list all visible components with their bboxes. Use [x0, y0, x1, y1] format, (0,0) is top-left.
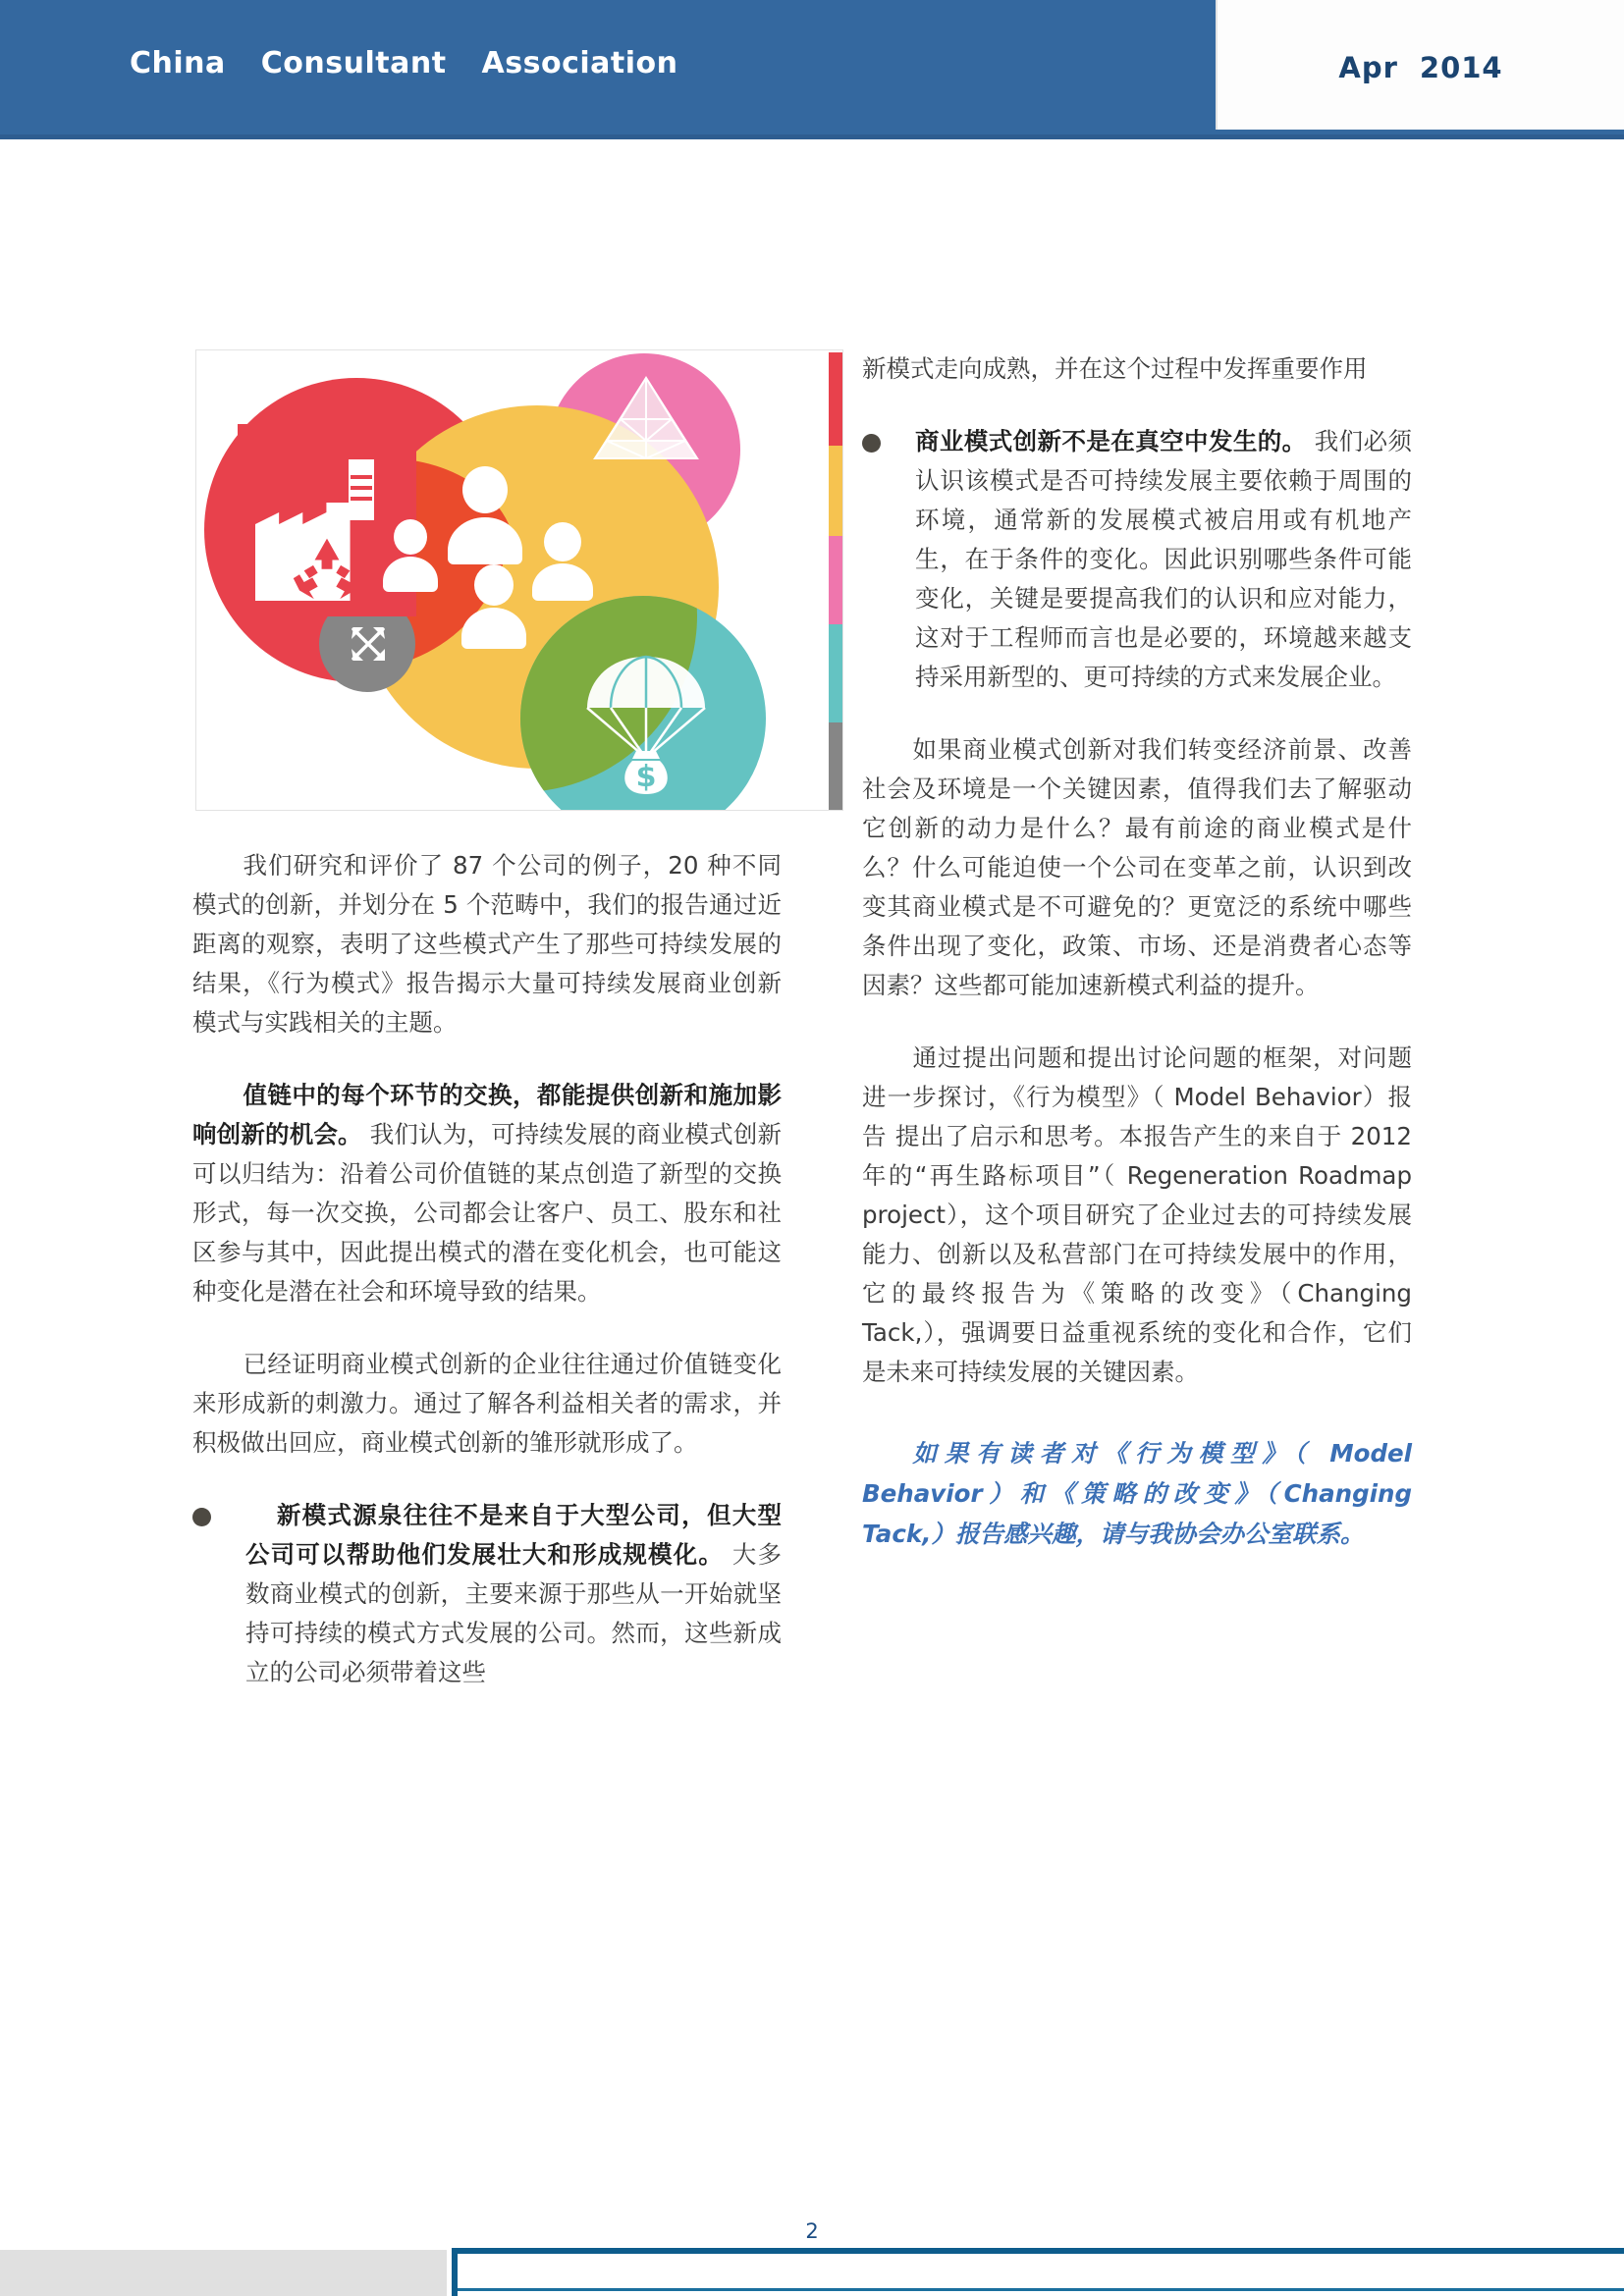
- person-head: [544, 522, 581, 561]
- bullet-dot-icon: [192, 1508, 211, 1526]
- factory-smokestack: [349, 459, 374, 520]
- person-body: [461, 608, 526, 649]
- title-word-consultant: Consultant: [260, 46, 447, 80]
- smokestack-line-2: [351, 486, 372, 490]
- footer-rule-inner: [458, 2288, 1624, 2291]
- left-paragraph-3: 已经证明商业模式创新的企业往往通过价值链变化来形成新的刺激力。通过了解各利益相关者的需求，并积极做出回应，商业模式创新的雏形就形成了。: [192, 1350, 782, 1457]
- right-bullet-1-lead: 商业模式创新不是在真空中发生的。: [915, 427, 1307, 455]
- person-body: [383, 557, 438, 592]
- issue-year: 2014: [1419, 51, 1503, 84]
- color-stripe-bar: [829, 352, 842, 810]
- person-body: [532, 563, 593, 601]
- right-paragraph-continued: 新模式走向成熟，并在这个过程中发挥重要作用: [862, 354, 1368, 383]
- right-bullet-item-1: [862, 422, 1412, 697]
- parachute-money-bag-icon: [581, 645, 711, 802]
- footer-gray-block: [0, 2250, 447, 2296]
- recycle-arrows-icon: [289, 534, 365, 603]
- left-bullet-1-rest: 大多数商业模式的创新，主要来源于那些从一开始就坚持可持续的模式方式发展的公司。然而，这些新成立的公司必须带着这些: [245, 1540, 782, 1686]
- person-body: [448, 517, 522, 564]
- person-head: [462, 466, 508, 513]
- pyramid-chart-icon: [587, 372, 705, 480]
- smokestack-line-1: [351, 475, 372, 479]
- stripe-red: [829, 352, 842, 446]
- stripe-gray: [829, 722, 842, 810]
- stripe-pink: [829, 536, 842, 624]
- bullet-dot-icon: [862, 434, 881, 453]
- footer-rule-horizontal: [452, 2248, 1624, 2254]
- title-word-association: Association: [481, 46, 678, 80]
- right-bullet-1-rest: 我们必须认识该模式是否可持续发展主要依赖于周围的环境，通常新的发展模式被启用或有机地产生，在于条件的变化。因此识别哪些条件可能变化，关键是要提高我们的认识和应对能力，这对于工程师而言也是必要的，环境越来越支持采用新型的、更可持续的方式来发展企业。: [915, 427, 1412, 691]
- illustration-stage: [196, 350, 843, 811]
- person-head: [474, 564, 514, 606]
- left-paragraph-1: 我们研究和评价了 87 个公司的例子，20 种不同模式的创新，并划分在 5 个范畴中，我们的报告通过近距离的观察，表明了这些模式产生了那些可持续发展的结果，《行为模式》报告揭示大量可持续发展商业创新模式与实践相关的主题。: [192, 851, 782, 1037]
- left-paragraph-2-lead: 值链中的每个环节的交换，都能提供创新和施加影响创新的机会。: [192, 1081, 782, 1148]
- smokestack-line-3: [351, 497, 372, 501]
- person-icon-right: [532, 522, 593, 601]
- person-icon-bottom-center: [461, 564, 526, 649]
- person-icon-left-small: [383, 519, 438, 592]
- content-area: [0, 139, 1624, 2152]
- right-paragraph-2: 如果商业模式创新对我们转变经济前景、改善社会及环境是一个关键因素，值得我们去了解驱动它创新的动力是什么？最有前途的商业模式是什么？什么可能迫使一个公司在变革之前，认识到改变其商业模式是不可避免的？更宽泛的系统中哪些条件出现了变化，政策、市场、还是消费者心态等因素？这些都可能加速新模式利益的提升。: [862, 735, 1412, 999]
- left-bullet-1-lead: 新模式源泉往往不是来自于大型公司，但大型公司可以帮助他们发展壮大和形成规模化。: [245, 1501, 782, 1569]
- infographic-illustration: [195, 349, 843, 811]
- left-bullet-item-1: [192, 1496, 782, 1692]
- left-paragraph-2: [192, 1076, 782, 1311]
- issue-month: Apr: [1338, 51, 1398, 84]
- right-bullet-1-text: [915, 422, 1412, 697]
- svg-text:$: $: [635, 760, 657, 794]
- right-paragraph-3: 通过提出问题和提出讨论问题的框架，对问题进一步探讨，《行为模型》（ Model Behavior）报告 提出了启示和思考。本报告产生的来自于 2012 年的“再生路标项目”（ Regeneration Roadmap project），这个项目研究了企业过去的可持续发展能力、创新以及私营部门在可持续发展中的作用，它的最终报告为《策略的改变》（Changing Tack,），强调要日益重视系统的变化和合作，它们是未来可持续发展的关键因素。: [862, 1043, 1412, 1386]
- four-way-arrows-icon: [342, 617, 395, 670]
- right-column: [862, 349, 1412, 1554]
- stripe-teal: [829, 624, 842, 722]
- page-number: 2: [805, 2219, 819, 2243]
- issue-date: [1218, 51, 1624, 84]
- left-bullet-1-text: [245, 1496, 782, 1692]
- person-icon-top-center: [448, 466, 522, 564]
- left-paragraph-2-rest: 我们认为，可持续发展的商业模式创新可以归结为：沿着公司价值链的某点创造了新型的交换形式，每一次交换，公司都会让客户、员工、股东和社区参与其中，因此提出模式的潜在变化机会，也可能这种变化是潜在社会和环境导致的结果。: [192, 1120, 782, 1306]
- issue-date-box: [1216, 0, 1624, 130]
- stripe-yellow: [829, 446, 842, 536]
- left-column: [192, 349, 782, 1726]
- person-head: [394, 519, 427, 555]
- contact-note: 如果有读者对《行为模型》（ Model Behavior）和《策略的改变》（Changing Tack,）报告感兴趣，请与我协会办公室联系。: [862, 1439, 1412, 1548]
- page-title: [130, 46, 677, 80]
- title-word-china: China: [130, 46, 226, 80]
